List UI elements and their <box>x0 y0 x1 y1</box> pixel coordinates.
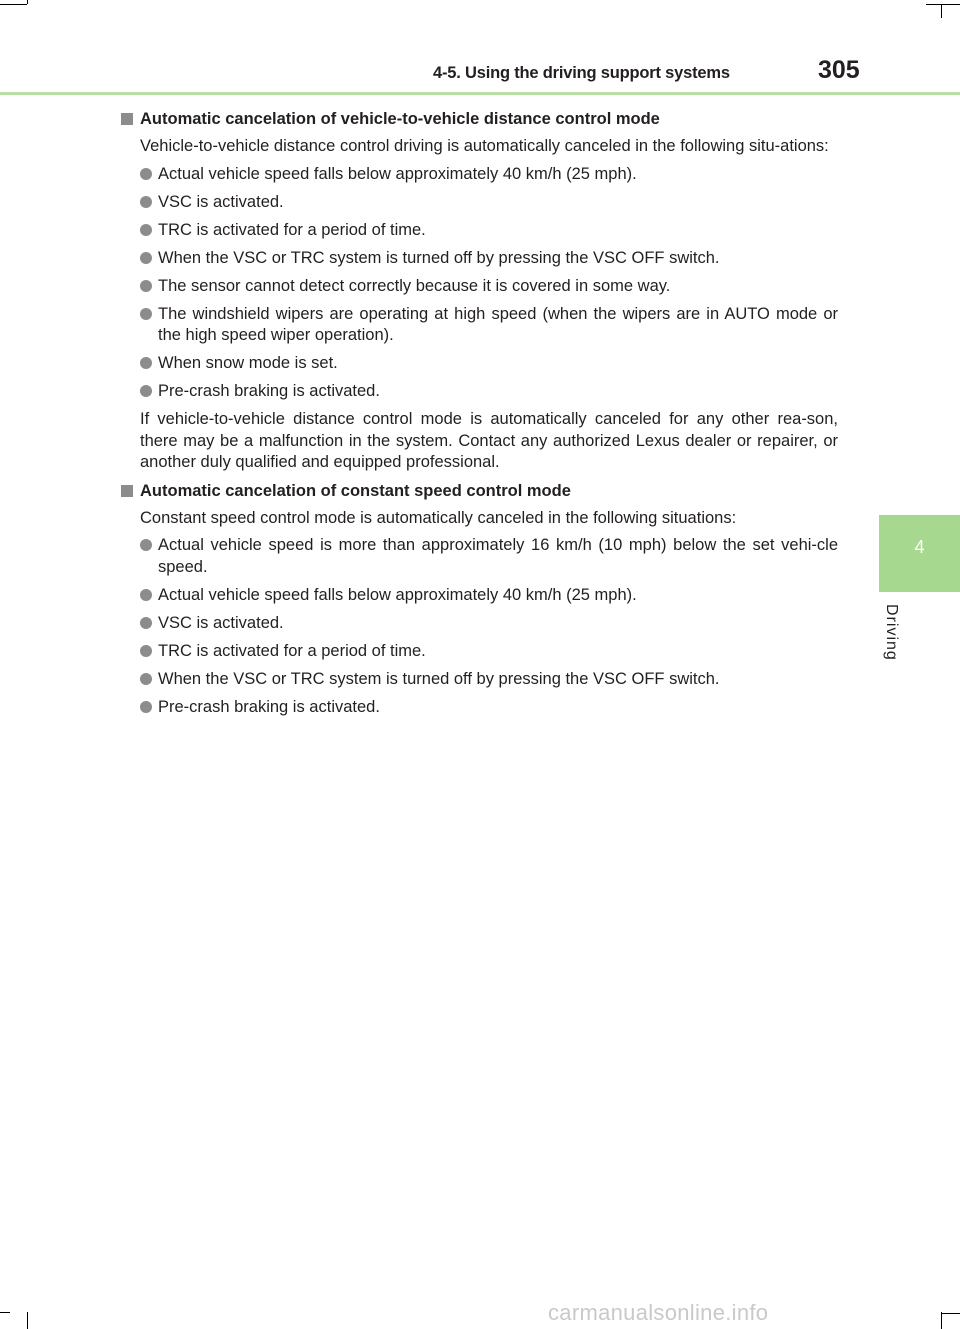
list-item-text: Pre-crash braking is activated. <box>158 697 380 716</box>
round-bullet-icon <box>140 645 152 657</box>
square-bullet-icon <box>121 485 133 497</box>
crop-mark <box>0 4 27 5</box>
section-heading-text: Automatic cancelation of constant speed control mode <box>140 481 571 500</box>
chapter-tab-number: 4 <box>914 537 925 557</box>
list-item <box>140 585 838 607</box>
crop-mark <box>27 0 28 4</box>
list-item-text: Actual vehicle speed falls below approximately 40 km/h (25 mph). <box>158 585 637 604</box>
round-bullet-icon <box>140 385 152 397</box>
round-bullet-icon <box>140 357 152 369</box>
page-number: 305 <box>818 56 860 84</box>
list-item <box>140 535 838 578</box>
list-item-text: The sensor cannot detect correctly because it is covered in some way. <box>158 276 671 295</box>
list-item-text: When the VSC or TRC system is turned off by pressing the VSC OFF switch. <box>158 248 720 267</box>
round-bullet-icon <box>140 280 152 292</box>
page-content <box>121 108 838 725</box>
list-item-text: When snow mode is set. <box>158 354 338 372</box>
round-bullet-icon <box>140 701 152 713</box>
list-item <box>140 248 838 270</box>
round-bullet-icon <box>140 673 152 685</box>
section-outro: If vehicle-to-vehicle distance control mode is automatically canceled for any other rea-son, there may be a malfunction in the system. Contact any authorized Lexus dealer or repairer, or another duly qualified and equipped professional. <box>140 410 838 471</box>
round-bullet-icon <box>140 617 152 629</box>
round-bullet-icon <box>140 308 152 320</box>
list-item <box>140 304 838 347</box>
round-bullet-icon <box>140 252 152 264</box>
list-item-text: The windshield wipers are operating at high speed (when the wipers are in AUTO mode or the high speed wiper operation). <box>158 304 838 344</box>
list-item-text: VSC is activated. <box>158 613 284 632</box>
crop-mark <box>926 4 960 5</box>
section-intro: Vehicle-to-vehicle distance control driving is automatically canceled in the following situ-ations: <box>140 137 829 155</box>
section-intro: Constant speed control mode is automatically canceled in the following situations: <box>140 508 737 527</box>
list-item <box>140 613 838 635</box>
chapter-tab <box>879 515 960 592</box>
crop-mark <box>0 1312 10 1313</box>
list-item-text: TRC is activated for a period of time. <box>158 641 426 660</box>
watermark: carmanualsonline.info <box>548 1300 769 1325</box>
round-bullet-icon <box>140 224 152 236</box>
round-bullet-icon <box>140 196 152 208</box>
list-item <box>140 381 838 403</box>
section-heading-text: Automatic cancelation of vehicle-to-vehicle distance control mode <box>140 110 660 128</box>
list-item <box>140 220 838 242</box>
section-heading <box>121 480 838 502</box>
round-bullet-icon <box>140 539 152 551</box>
list-item-text: VSC is activated. <box>158 192 284 211</box>
crop-mark <box>941 4 942 18</box>
list-item-text: Pre-crash braking is activated. <box>158 382 380 400</box>
list-item <box>140 192 838 214</box>
section-heading <box>121 108 838 130</box>
header-section-title: 4-5. Using the driving support systems <box>433 64 730 82</box>
round-bullet-icon <box>140 168 152 180</box>
list-item-text: Actual vehicle speed falls below approximately 40 km/h (25 mph). <box>158 164 637 183</box>
list-item <box>140 276 838 298</box>
round-bullet-icon <box>140 589 152 601</box>
list-item <box>140 164 838 186</box>
crop-mark <box>941 1312 942 1329</box>
list-item <box>140 353 838 375</box>
header-rule <box>0 92 960 95</box>
list-item-text: TRC is activated for a period of time. <box>158 220 426 239</box>
list-item <box>140 641 838 663</box>
square-bullet-icon <box>121 113 133 125</box>
list-item-text: When the VSC or TRC system is turned off by pressing the VSC OFF switch. <box>158 669 720 688</box>
crop-mark <box>941 1313 960 1314</box>
list-item <box>140 669 838 691</box>
chapter-tab-label: Driving <box>883 604 900 661</box>
crop-mark <box>27 1312 28 1329</box>
list-item <box>140 697 838 719</box>
list-item-text: Actual vehicle speed is more than approximately 16 km/h (10 mph) below the set vehi-cle speed. <box>158 536 838 576</box>
